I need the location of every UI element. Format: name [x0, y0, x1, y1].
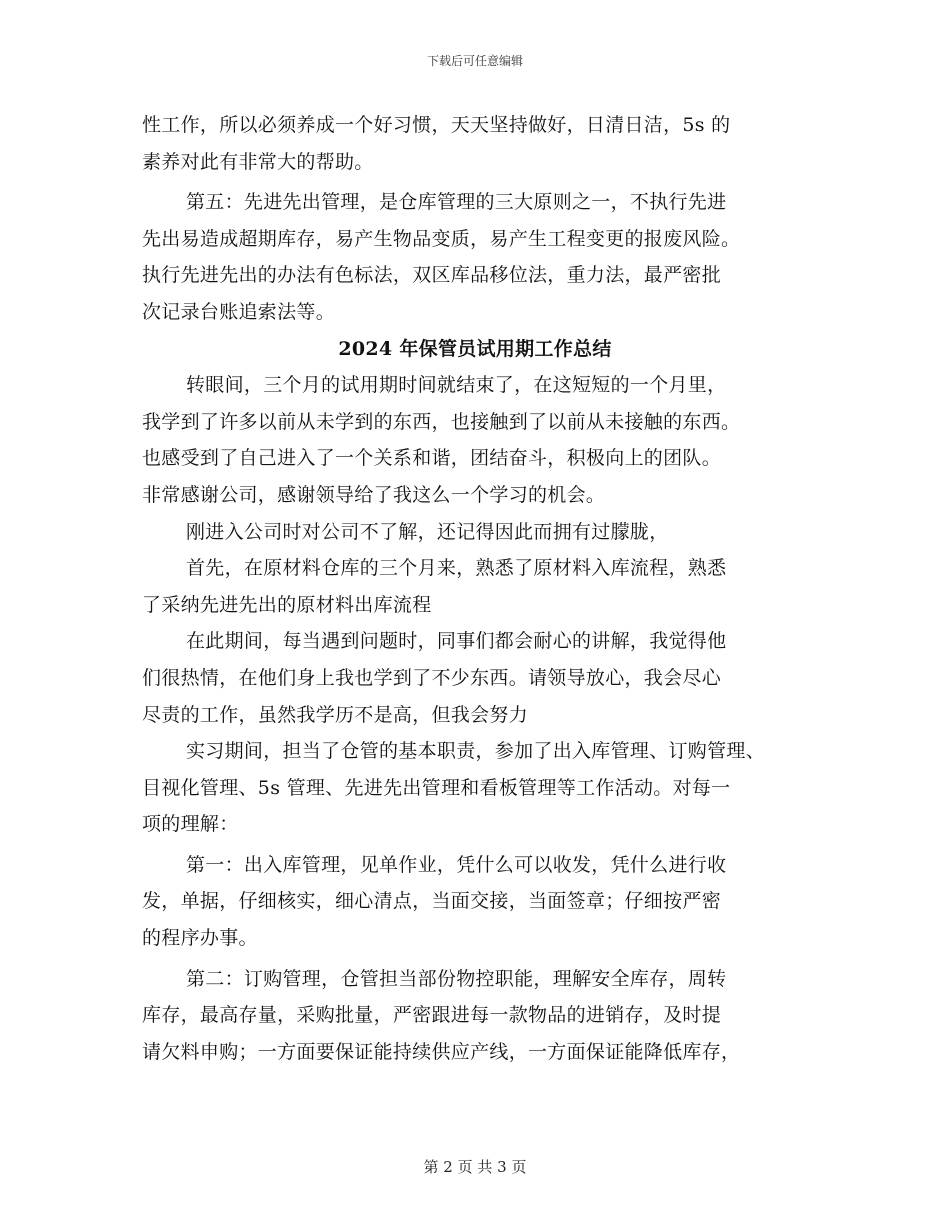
section-title: 2024 年保管员试用期工作总结 [338, 337, 612, 360]
text-line: 了采纳先进先出的原材料出库流程 [142, 593, 432, 616]
document-body [142, 107, 808, 1070]
text-line: 先出易造成超期库存，易产生物品变质，易产生工程变更的报废风险。 [142, 227, 741, 250]
paragraph [142, 514, 808, 551]
text-line: 库存，最高存量，采购批量，严密跟进每一款物品的进销存，及时提 [142, 1004, 722, 1027]
text-line: 我学到了许多以前从未学到的东西，也接触到了以前从未接触的东西。 [142, 410, 741, 433]
paragraph [142, 847, 808, 957]
page-footer: 第 2 页 共 3 页 [423, 1158, 527, 1176]
paragraph [142, 550, 808, 623]
text-line: 转眼间，三个月的试用期时间就结束了，在这短短的一个月里， [186, 374, 727, 397]
text-line: 也感受到了自己进入了一个关系和谐，团结奋斗，积极向上的团队。 [142, 447, 722, 470]
text-line: 刚进入公司时对公司不了解，还记得因此而拥有过朦胧， [186, 520, 669, 543]
paragraph [142, 367, 808, 513]
header-note: 下载后可任意编辑 [426, 54, 523, 68]
text-line: 项的理解： [142, 813, 239, 836]
text-line: 次记录台账追索法等。 [142, 300, 336, 323]
text-line: 发，单据，仔细核实，细心清点，当面交接，当面签章；仔细按严密 [142, 890, 722, 913]
text-line: 在此期间，每当遇到问题时，同事们都会耐心的讲解，我觉得他 [186, 630, 727, 653]
text-line: 第一：出入库管理，见单作业，凭什么可以收发，凭什么进行收 [186, 853, 727, 876]
paragraph [142, 184, 808, 330]
text-line: 第五：先进先出管理，是仓库管理的三大原则之一，不执行先进 [186, 191, 727, 214]
text-line: 们很热情，在他们身上我也学到了不少东西。请领导放心，我会尽心 [142, 666, 722, 689]
text-line: 的程序办事。 [142, 927, 258, 950]
text-line: 性工作，所以必须养成一个好习惯，天天坚持做好，日清日洁，5s 的 [142, 114, 731, 136]
text-line: 尽责的工作，虽然我学历不是高，但我会努力 [142, 703, 529, 726]
text-line: 非常感谢公司，感谢领导给了我这么一个学习的机会。 [142, 483, 606, 506]
paragraph [142, 107, 808, 180]
paragraph [142, 623, 808, 733]
text-line: 目视化管理、5s 管理、先进先出管理和看板管理等工作活动。对每一 [142, 776, 731, 799]
text-line: 首先，在原材料仓库的三个月来，熟悉了原材料入库流程，熟悉 [186, 557, 727, 580]
paragraph [142, 733, 808, 843]
paragraph [142, 961, 808, 1071]
text-line: 素养对此有非常大的帮助。 [142, 150, 374, 173]
text-line: 第二：订购管理，仓管担当部份物控职能，理解安全库存，周转 [186, 967, 727, 990]
text-line: 请欠料申购；一方面要保证能持续供应产线，一方面保证能降低库存， [142, 1040, 741, 1063]
text-line: 执行先进先出的办法有色标法，双区库品移位法，重力法，最严密批 [142, 264, 722, 287]
text-line: 实习期间，担当了仓管的基本职责，参加了出入库管理、订购管理、 [186, 740, 766, 763]
